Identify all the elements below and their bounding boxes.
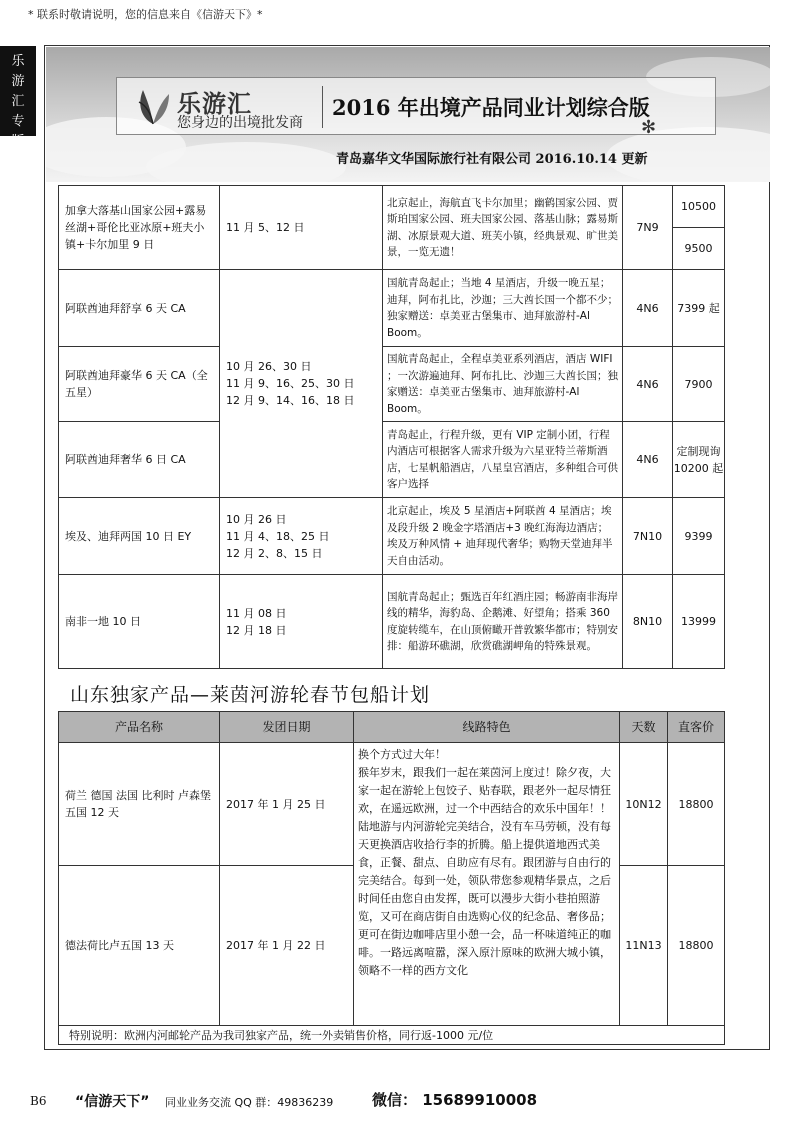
trip-days: 10N12 (620, 743, 668, 866)
logo-name: 乐游汇 (177, 90, 252, 118)
route-description: 国航青岛起止，全程卓美亚系列酒店，酒店 WIFI ；一次游遍迪拜、阿布扎比、沙迦三大酋长国；独家赠送：卓美亚古堡集市、迪拜旅游村-Al Boom。 (383, 347, 623, 422)
departure-dates (220, 498, 383, 575)
trip-days: 8N10 (623, 575, 673, 669)
footer-wechat: 微信： 15689910008 (372, 1091, 538, 1109)
section-title: 山东独家产品—莱茵河游轮春节包船计划 (70, 684, 431, 706)
footer (30, 1088, 770, 1112)
header-note: * 联系时敬请说明，您的信息来自《信游天下》* (28, 8, 263, 21)
price: 18800 (668, 866, 725, 1026)
departure-date: 2017 年 1 月 22 日 (220, 866, 354, 1026)
trip-days: 11N13 (620, 866, 668, 1026)
route-description: 国航青岛起止；甄选百年红酒庄园；畅游南非海岸线的精华，海豹岛、企鹅滩、好望角；搭乘 360 度旋转缆车，在山顶俯瞰开普敦繁华都市；特别安排：船游环礁湖，欣赏礁湖岬角的特殊景观。 (383, 575, 623, 669)
price: 9500 (673, 228, 725, 270)
page-number: B6 (30, 1094, 47, 1108)
price: 7399 起 (673, 270, 725, 347)
route-description: 换个方式过大年！ 猴年岁末，跟我们一起在莱茵河上度过！除夕夜，大家一起在游轮上包饺子、贴春联，跟老外一起尽情狂欢，在遥远欧洲，过一个中西结合的欢乐中国年！！ 陆地游与内河游轮完美结合，没有车马劳顿，没有每天更换酒店收拾行李的折腾。船上提供道地西式美食，正餐、甜点、自助应有尽有。跟团游与自由行的完美结合。每到一处，领队带您参观精华景点，之后时间任由您自由发挥，既可以漫步大街小巷拍照游览，又可在商店街自由选购心仪的纪念品、奢侈品；更可在街边咖啡店里小憩一会，品一杯味道纯正的咖啡。一路远离喧嚣，深入原汁原味的欧洲大城小镇，领略不一样的西方文化 (354, 743, 620, 1026)
date-line: 10 月 26 日 (226, 512, 287, 526)
trip-days: 7N9 (623, 186, 673, 270)
date-line: 11 月 08 日 (226, 606, 287, 620)
date-line: 12 月 18 日 (226, 623, 287, 637)
header-departure-date: 发团日期 (220, 712, 354, 743)
date-line: 11 月 4、18、25 日 (226, 529, 330, 543)
logo-divider (322, 86, 323, 128)
header-price: 直客价 (668, 712, 725, 743)
side-tab-label: 乐游汇专版 (11, 54, 25, 149)
header-days: 天数 (620, 712, 668, 743)
product-name: 阿联酋迪拜豪华 6 天 CA（全五星） (59, 347, 220, 422)
product-name: 阿联酋迪拜奢华 6 日 CA (59, 422, 220, 498)
banner-title: 2016 年出境产品同业计划综合版 (332, 95, 650, 120)
product-name: 阿联酋迪拜舒享 6 天 CA (59, 270, 220, 347)
product-name: 荷兰 德国 法国 比利时 卢森堡 五国 12 天 (59, 743, 220, 866)
departure-dates (220, 575, 383, 669)
cloud-decoration (146, 142, 346, 182)
header-product-name: 产品名称 (59, 712, 220, 743)
table-row (59, 1026, 725, 1045)
route-description: 北京起止，海航直飞卡尔加里；幽鹤国家公园、贾斯珀国家公园、班夫国家公园、落基山脉；露易斯湖、冰原景观大道、班芙小镇，经典景观、旷世美景，一览无遗！ (383, 186, 623, 270)
table-row (59, 743, 725, 866)
route-description: 青岛起止，行程升级，更有 VIP 定制小团，行程内酒店可根据客人需求升级为六星亚特兰蒂斯酒店，七星帆船酒店，八星皇宫酒店，多种组合可供客户选择 (383, 422, 623, 498)
butterfly-logo-icon (135, 84, 171, 128)
price: 10500 (673, 186, 725, 228)
special-note: 特别说明：欧洲内河邮轮产品为我司独家产品，统一外卖销售价格，同行返-1000 元/位 (59, 1026, 725, 1045)
table-row (59, 347, 725, 422)
price: 9399 (673, 498, 725, 575)
trip-days: 7N10 (623, 498, 673, 575)
departure-date: 2017 年 1 月 25 日 (220, 743, 354, 866)
header-route-features: 线路特色 (354, 712, 620, 743)
footer-brand: “信游天下” (75, 1094, 150, 1110)
route-description: 国航青岛起止；当地 4 星酒店，升级一晚五星；迪拜，阿布扎比，沙迦；三大酋长国一个都不少；独家赠送：卓美亚古堡集市、迪拜旅游村-Al Boom。 (383, 270, 623, 347)
table-row (59, 422, 725, 498)
product-name: 加拿大落基山国家公园+露易丝湖+哥伦比亚冰原+班夫小镇+卡尔加里 9 日 (59, 186, 220, 270)
trip-days: 4N6 (623, 347, 673, 422)
price: 18800 (668, 743, 725, 866)
product-name: 埃及、迪拜两国 10 日 EY (59, 498, 220, 575)
products-table (58, 185, 725, 669)
footer-qq-group: 同业业务交流 QQ 群：49836239 (165, 1096, 334, 1109)
departure-dates-uae (220, 270, 383, 498)
date-line: 12 月 2、8、15 日 (226, 546, 323, 560)
product-name: 德法荷比卢五国 13 天 (59, 866, 220, 1026)
trip-days: 4N6 (623, 270, 673, 347)
product-name: 南非一地 10 日 (59, 575, 220, 669)
logo-slogan: 您身边的出境批发商 (177, 115, 303, 131)
banner-company: 青岛嘉华文华国际旅行社有限公司 2016.10.14 更新 (336, 152, 648, 167)
date-line: 12 月 9、14、16、18 日 (226, 394, 355, 407)
price: 7900 (673, 347, 725, 422)
rhine-cruise-table (58, 711, 725, 1045)
banner (46, 47, 770, 182)
date-line: 10 月 26、30 日 (226, 360, 312, 373)
table-row (59, 270, 725, 347)
table-row (59, 575, 725, 669)
table-row (59, 498, 725, 575)
price: 定制现询 10200 起 (673, 422, 725, 498)
departure-date: 11 月 5、12 日 (220, 186, 383, 270)
side-tab (0, 46, 36, 149)
table-header-row (59, 712, 725, 743)
price: 13999 (673, 575, 725, 669)
date-line: 11 月 9、16、25、30 日 (226, 377, 355, 390)
logo-box (116, 77, 716, 135)
dandelion-icon: ✻ (641, 117, 657, 138)
route-description: 北京起止，埃及 5 星酒店+阿联酋 4 星酒店；埃及段升级 2 晚金字塔酒店+3 晚红海海边酒店；埃及万种风情 + 迪拜现代奢华；购物天堂迪拜半天自由活动。 (383, 498, 623, 575)
trip-days: 4N6 (623, 422, 673, 498)
table-row (59, 186, 725, 228)
